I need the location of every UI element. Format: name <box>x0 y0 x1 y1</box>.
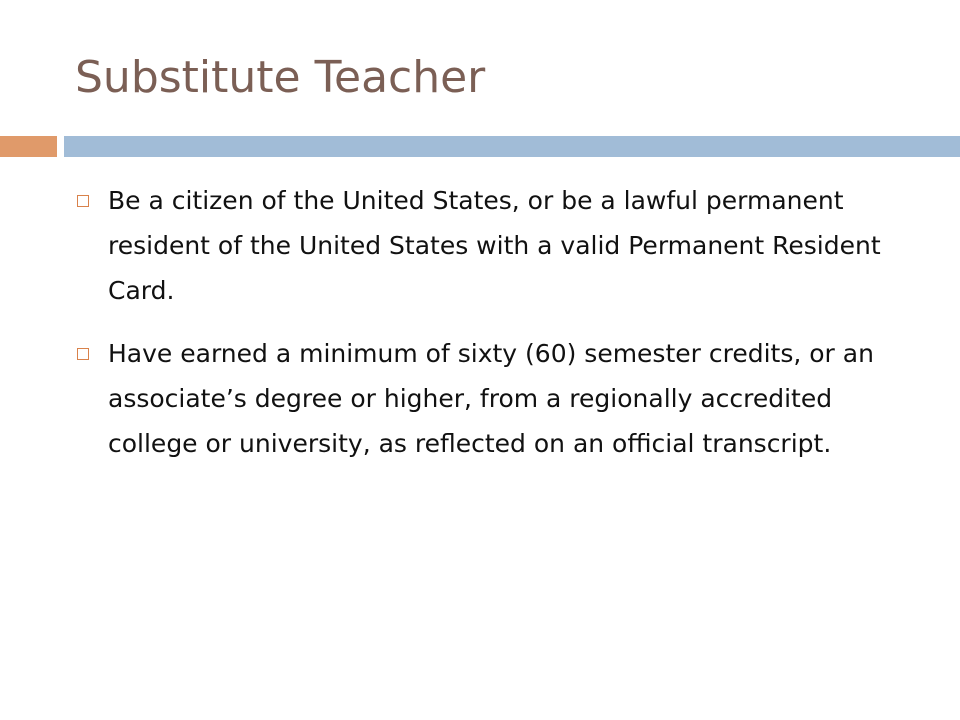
square-bullet-icon <box>77 195 89 207</box>
bullet-item-citizenship <box>75 178 885 313</box>
bullet-list <box>75 178 885 484</box>
bullet-item-education <box>75 331 885 466</box>
accent-bar-blue <box>64 136 960 157</box>
bullet-text: Have earned a minimum of sixty (60) semester credits, or an associate’s degree or higher, from a regionally accredited college or university, as reflected on an official transcript. <box>108 339 874 458</box>
square-bullet-icon <box>77 348 89 360</box>
bullet-text: Be a citizen of the United States, or be a lawful permanent resident of the United States with a valid Permanent Resident Card. <box>108 186 881 305</box>
accent-bar-orange <box>0 136 57 157</box>
slide-title: Substitute Teacher <box>75 52 486 103</box>
